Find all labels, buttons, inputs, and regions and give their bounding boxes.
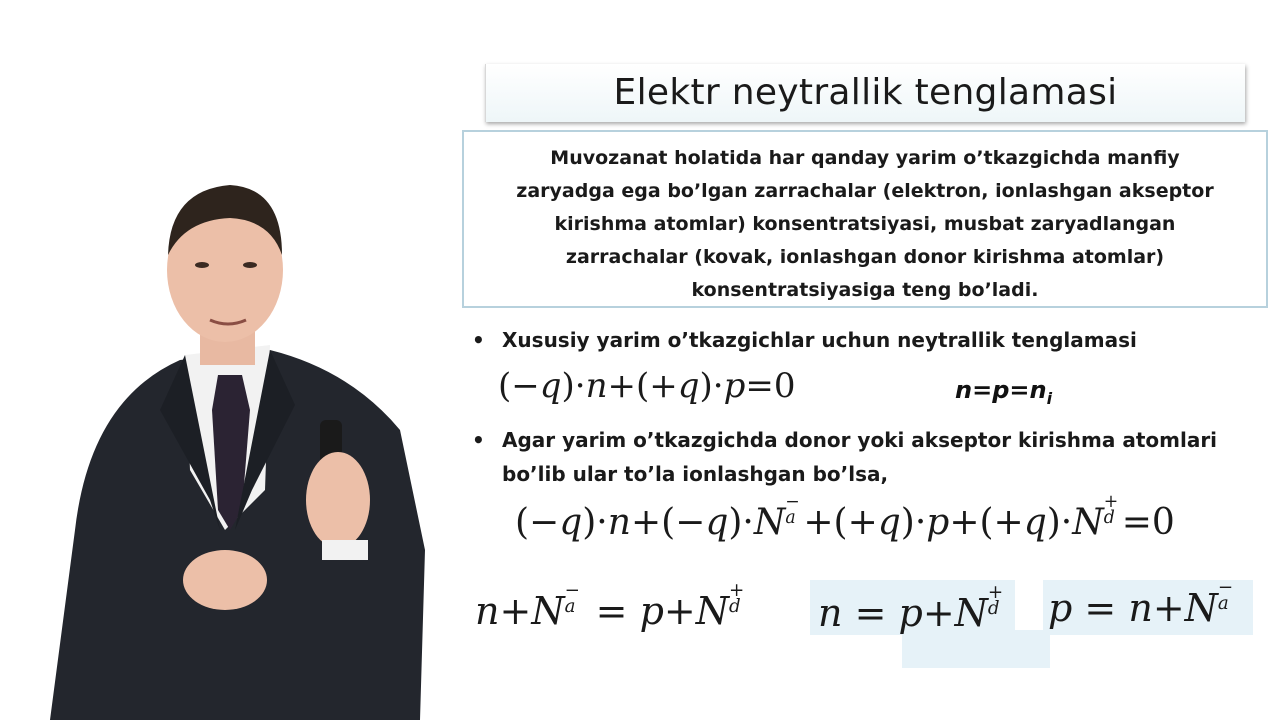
equation-balance: n+N − a = p+N + d xyxy=(475,579,745,633)
presenter-figure xyxy=(20,170,440,720)
bullet-intrinsic-text: Xususiy yarim o’tkazgichlar uchun neytrallik tenglamasi xyxy=(502,328,1137,352)
definition-line: konsentratsiyasiga teng bo’ladi. xyxy=(691,279,1039,301)
equation-n-equals-p xyxy=(955,376,1052,408)
definition-line: zaryadga ega bo’lgan zarrachalar (elektron, ionlashgan akseptor xyxy=(516,180,1214,202)
bullet-intrinsic xyxy=(472,328,1137,352)
equation-n-type: n = p+N + d xyxy=(818,581,1004,635)
bullet-doped-line1: Agar yarim o’tkazgichda donor yoki akseptor kirishma atomlari xyxy=(502,428,1218,452)
bullet-doped xyxy=(472,428,1218,452)
equation-n-equals-p-sub: i xyxy=(1046,388,1053,408)
equation-intrinsic: (−q)·n+(+q)·p=0 xyxy=(498,366,796,406)
bullet-doped-line2-wrap xyxy=(502,462,888,486)
slide-title: Elektr neytrallik tenglamasi xyxy=(613,72,1118,113)
bullet-dot: • xyxy=(472,328,485,352)
definition-line: zarrachalar (kovak, ionlashgan donor kirishma atomlar) xyxy=(565,246,1165,268)
bullet-doped-line2: bo’lib ular to’la ionlashgan bo’lsa, xyxy=(502,462,889,486)
equation-p-type: p = n+N − a xyxy=(1048,576,1234,630)
equation-n-equals-p-text: n=p=n xyxy=(955,376,1047,404)
slide-title-bar xyxy=(485,64,1245,122)
definition-line: kirishma atomlar) konsentratsiyasi, musbat zaryadlangan xyxy=(554,213,1176,235)
definition-box xyxy=(462,130,1268,308)
highlight-n-type-lower xyxy=(902,630,1050,668)
bullet-dot: • xyxy=(472,428,485,452)
equation-doped: (−q)·n+(−q)·N − a +(+q)·p+(+q)·N + d =0 xyxy=(515,491,1175,543)
definition-line: Muvozanat holatida har qanday yarim o’tkazgichda manfiy xyxy=(550,147,1180,169)
